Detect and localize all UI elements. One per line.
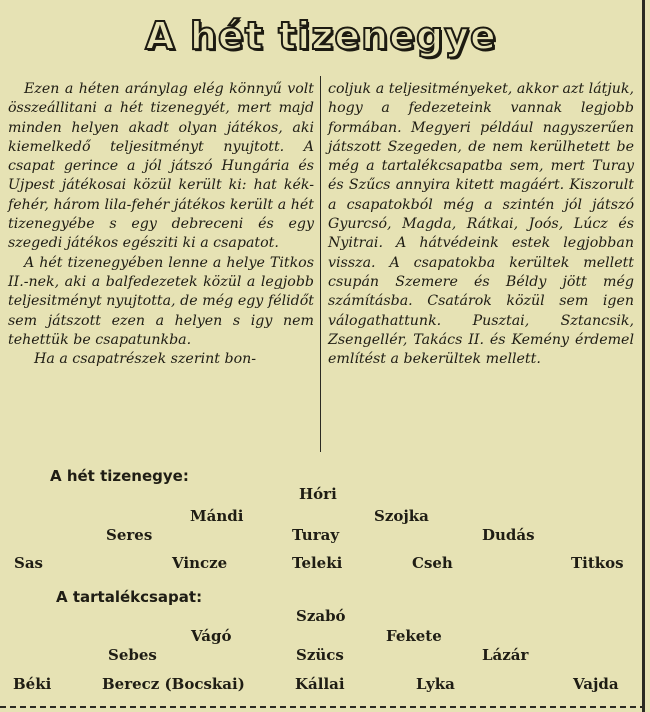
player-centre-half: Szücs (296, 646, 344, 664)
headline: A hét tizenegye (145, 14, 497, 58)
article-column-left (8, 80, 314, 369)
reserve-label: A tartalékcsapat: (56, 588, 203, 606)
player-left-inside: Lyka (416, 675, 455, 693)
player-right-half: Seres (106, 526, 153, 544)
player-right-back: Vágó (191, 627, 232, 645)
article-column-right (328, 80, 634, 369)
paragraph: A hét tizenegyében lenne a helye Titkos II.-nek, aki a balfedezetek közül a legjobb teljesitményt nyujtotta, de még egy félidőt sem játszott ezen a helyen s igy nem tehettük be csapatunkba. (8, 254, 314, 348)
player-left-half: Lázár (482, 646, 529, 664)
player-left-half: Dudás (482, 526, 535, 544)
player-centre-forward: Kállai (295, 675, 345, 693)
player-left-back: Szojka (374, 507, 429, 525)
player-left-wing: Titkos (571, 554, 624, 572)
paragraph: Ha a csapatrészek szerint bon- (34, 351, 257, 368)
paragraph: coljuk a teljesitményeket, akkor azt látjuk, hogy a fedezeteink vannak legjobb formában. Megyeri például nagyszerűen játszott Szegeden, de nem kerülhetett be még a tartalékcsapatba sem, mert Turay és Szűcs annyira kitett magáért. Kiszorult a csapatokból még a szintén jól játszó Gyurcsó, Magda, Rátkai, Joós, Lúcz és Nyitrai. A hátvédeink estek legjobban vissza. A csapatokba kerültek mellett csupán Szemere és Béldy jött még számításba. Csatárok közül sem igen válogathattunk. Pusztai, Sztancsik, Zsengellér, Takács II. és Kemény érdemel említést a bekerültek mellett. (328, 81, 634, 368)
bottom-rule (0, 706, 642, 708)
player-centre-forward: Teleki (292, 554, 343, 572)
team-label: A hét tizenegye: (50, 467, 189, 485)
player-right-inside: Vincze (172, 554, 228, 572)
player-left-inside: Cseh (412, 554, 453, 572)
player-right-back: Mándi (190, 507, 244, 525)
paragraph: Ezen a héten aránylag elég könnyű volt összeállitani a hét tizenegyét, mert majd minden helyen akadt olyan játékos, aki kiemelkedő teljesitményt nyujtott. A csapat gerince a jól játszó Hungária és Ujpest játékosai közül került ki: hat kék-fehér, három lila-fehér játékos került a hét tizenegyébe s egy debreceni és egy szegedi játékos egésziti ki a csapatot. (8, 81, 314, 252)
column-divider (320, 76, 321, 452)
player-right-wing: Béki (13, 675, 52, 693)
player-right-half: Sebes (108, 646, 157, 664)
player-right-wing: Sas (14, 554, 43, 572)
player-right-inside: Berecz (Bocskai) (102, 675, 245, 693)
player-left-wing: Vajda (573, 675, 619, 693)
player-left-back: Fekete (386, 627, 442, 645)
player-goalkeeper: Hóri (299, 485, 337, 503)
player-centre-half: Turay (292, 526, 340, 544)
player-goalkeeper: Szabó (296, 607, 346, 625)
